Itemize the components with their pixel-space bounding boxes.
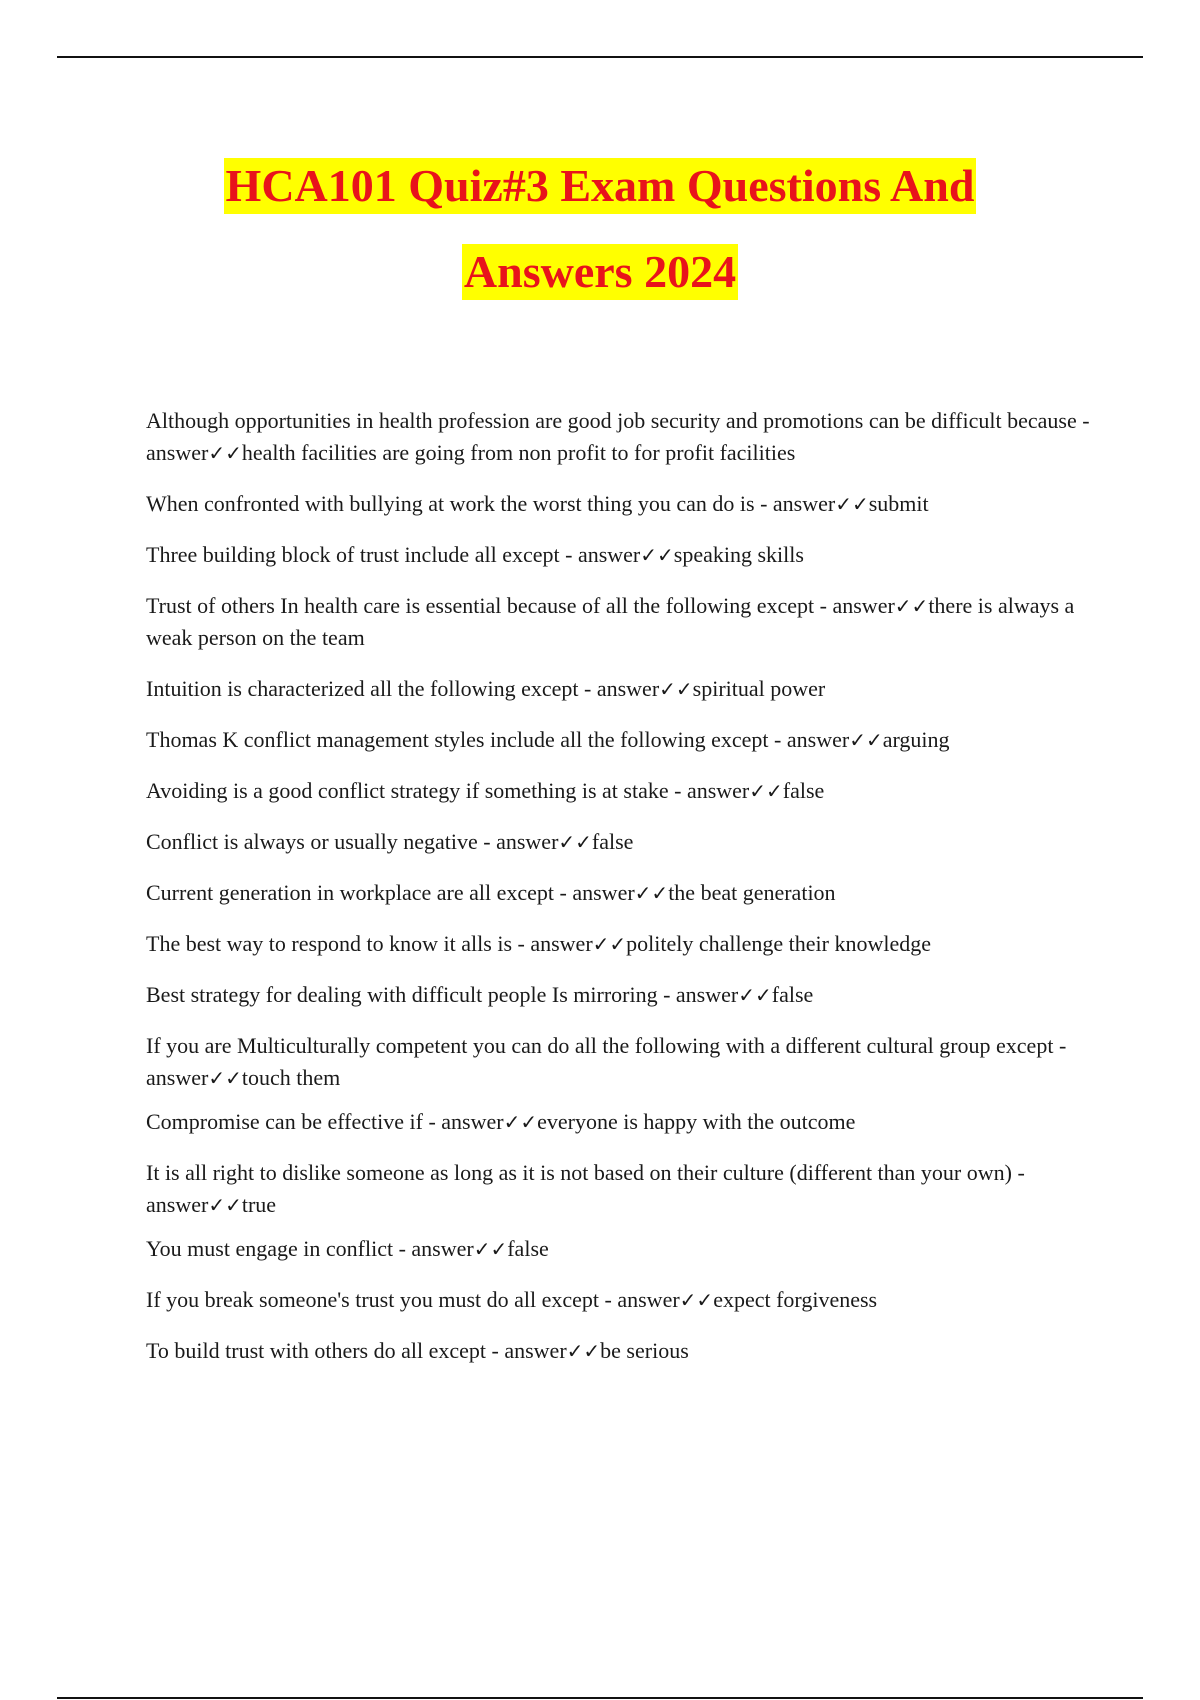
- separator: -: [559, 542, 578, 567]
- qa-item: [146, 1157, 1096, 1221]
- double-check-icon: ✓✓: [849, 728, 883, 752]
- double-check-icon: ✓✓: [659, 677, 693, 701]
- qa-item: [146, 724, 1096, 756]
- answer-prefix: answer: [496, 829, 559, 854]
- answer-prefix: answer: [441, 1109, 504, 1134]
- question-text: Three building block of trust include all except: [146, 542, 560, 567]
- question-text: Intuition is characterized all the following except: [146, 676, 579, 701]
- separator: -: [422, 1109, 442, 1134]
- answer-prefix: answer: [530, 931, 593, 956]
- question-text: Trust of others In health care is essential because of all the following except: [146, 593, 815, 618]
- question-text: If you are Multiculturally competent you can do all the following with a different cultural group except: [146, 1033, 1054, 1058]
- separator: -: [1076, 408, 1090, 433]
- question-text: To build trust with others do all except: [146, 1338, 487, 1363]
- title-line: Answers 2024: [462, 244, 738, 300]
- answer-prefix: answer: [146, 1192, 209, 1217]
- separator: -: [477, 829, 497, 854]
- separator: -: [668, 778, 687, 803]
- qa-item: [146, 488, 1096, 520]
- question-text: Current generation in workplace are all except: [146, 880, 555, 905]
- answer-text: false: [591, 829, 634, 854]
- answer-text: expect forgiveness: [713, 1287, 878, 1312]
- answer-text: health facilities are going from non profit to for profit facilities: [241, 440, 796, 465]
- separator: -: [1011, 1160, 1025, 1185]
- separator: -: [599, 1287, 618, 1312]
- qa-item: [146, 877, 1096, 909]
- answer-text: the beat generation: [668, 880, 836, 905]
- answer-text: spiritual power: [692, 676, 826, 701]
- question-text: Conflict is always or usually negative: [146, 829, 478, 854]
- qa-item: [146, 1233, 1096, 1265]
- answer-prefix: answer: [504, 1338, 567, 1363]
- separator: -: [512, 931, 531, 956]
- double-check-icon: ✓✓: [566, 1339, 601, 1363]
- answer-prefix: answer: [772, 491, 836, 516]
- answer-prefix: answer: [146, 1065, 209, 1090]
- separator: -: [1053, 1033, 1067, 1058]
- separator: -: [393, 1236, 412, 1261]
- qa-list: [146, 405, 1096, 1386]
- answer-prefix: answer: [572, 880, 635, 905]
- separator: -: [754, 491, 773, 516]
- answer-text: touch them: [241, 1065, 341, 1090]
- double-check-icon: ✓✓: [208, 1066, 242, 1090]
- double-check-icon: ✓✓: [749, 779, 783, 803]
- question-text: It is all right to dislike someone as long as it is not based on their culture (different than your own): [146, 1160, 1012, 1185]
- answer-text: false: [771, 982, 814, 1007]
- separator: -: [486, 1338, 505, 1363]
- qa-item: [146, 826, 1096, 858]
- qa-item: [146, 539, 1096, 571]
- qa-item: [146, 928, 1096, 960]
- question-text: You must engage in conflict: [146, 1236, 394, 1261]
- answer-text: be serious: [600, 1338, 689, 1363]
- answer-prefix: answer: [146, 440, 209, 465]
- qa-item: [146, 405, 1096, 469]
- double-check-icon: ✓✓: [558, 830, 592, 854]
- answer-text: arguing: [882, 727, 950, 752]
- qa-item: [146, 1030, 1096, 1094]
- answer-prefix: answer: [832, 593, 895, 618]
- qa-item: [146, 1335, 1096, 1367]
- answer-prefix: answer: [686, 778, 750, 803]
- double-check-icon: ✓✓: [208, 1193, 242, 1217]
- separator: -: [768, 727, 787, 752]
- question-text: Although opportunities in health profession are good job security and promotions can be difficult because: [146, 408, 1077, 433]
- qa-item: [146, 1106, 1096, 1138]
- qa-item: [146, 673, 1096, 705]
- double-check-icon: ✓✓: [738, 983, 772, 1007]
- answer-text: submit: [868, 491, 929, 516]
- separator: -: [657, 982, 676, 1007]
- qa-item: [146, 1284, 1096, 1316]
- top-rule: [57, 56, 1143, 58]
- answer-text: there is always a weak person on the team: [146, 593, 1075, 650]
- qa-item: [146, 979, 1096, 1011]
- question-text: Avoiding is a good conflict strategy if something is at stake: [146, 778, 669, 803]
- question-text: The best way to respond to know it alls is: [146, 931, 513, 956]
- double-check-icon: ✓✓: [592, 932, 627, 956]
- answer-prefix: answer: [411, 1236, 474, 1261]
- document-title: [0, 158, 1200, 330]
- separator: -: [578, 676, 597, 701]
- qa-item: [146, 590, 1096, 654]
- double-check-icon: ✓✓: [640, 543, 674, 567]
- question-text: Compromise can be effective if: [146, 1109, 423, 1134]
- double-check-icon: ✓✓: [208, 441, 242, 465]
- question-text: Thomas K conflict management styles include all the following except: [146, 727, 769, 752]
- double-check-icon: ✓✓: [679, 1288, 714, 1312]
- double-check-icon: ✓✓: [894, 594, 929, 618]
- double-check-icon: ✓✓: [634, 881, 669, 905]
- answer-text: speaking skills: [673, 542, 804, 567]
- question-text: When confronted with bullying at work the worst thing you can do is: [146, 491, 755, 516]
- answer-prefix: answer: [596, 676, 660, 701]
- answer-text: everyone is happy with the outcome: [537, 1109, 856, 1134]
- answer-prefix: answer: [577, 542, 641, 567]
- double-check-icon: ✓✓: [473, 1237, 508, 1261]
- question-text: Best strategy for dealing with difficult people Is mirroring: [146, 982, 658, 1007]
- bottom-rule: [57, 1697, 1143, 1699]
- title-line: HCA101 Quiz#3 Exam Questions And: [224, 158, 977, 214]
- separator: -: [814, 593, 833, 618]
- qa-item: [146, 775, 1096, 807]
- answer-text: true: [241, 1192, 277, 1217]
- answer-text: politely challenge their knowledge: [626, 931, 932, 956]
- answer-text: false: [782, 778, 825, 803]
- answer-prefix: answer: [617, 1287, 680, 1312]
- question-text: If you break someone's trust you must do all except: [146, 1287, 600, 1312]
- answer-prefix: answer: [675, 982, 739, 1007]
- answer-prefix: answer: [786, 727, 850, 752]
- double-check-icon: ✓✓: [503, 1110, 538, 1134]
- double-check-icon: ✓✓: [835, 492, 869, 516]
- separator: -: [554, 880, 573, 905]
- answer-text: false: [507, 1236, 549, 1261]
